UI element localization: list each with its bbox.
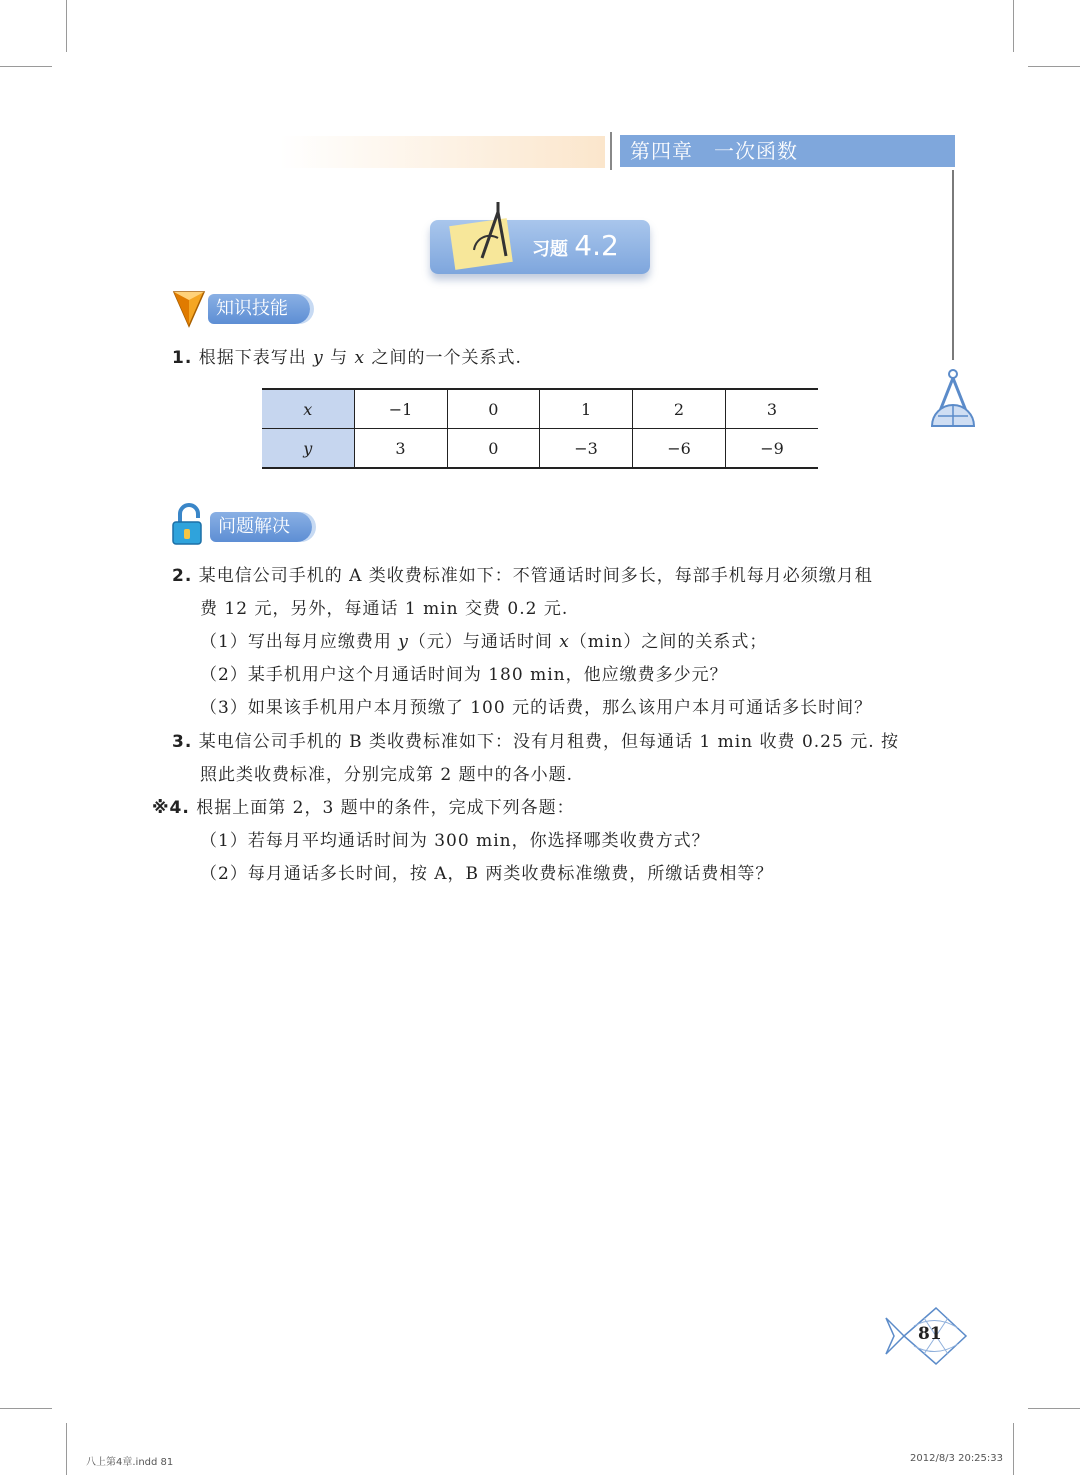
crop-mark xyxy=(66,0,67,52)
variable: y xyxy=(313,348,324,368)
padlock-icon xyxy=(170,502,208,546)
table-cell: 3 xyxy=(726,389,819,429)
question-4-part-2: （2）每月通话多长时间，按 A，B 两类收费标准缴费，所缴话费相等？ xyxy=(200,864,774,884)
question-2 xyxy=(172,564,873,588)
question-number: ※4. xyxy=(152,798,190,818)
question-4 xyxy=(152,796,575,820)
question-text: （元）与通话时间 xyxy=(408,632,560,652)
crop-mark xyxy=(1013,0,1014,52)
variable: x xyxy=(559,632,570,652)
exercise-title xyxy=(532,226,619,270)
question-text: （1）写出每月应缴费用 xyxy=(200,632,399,652)
crop-mark xyxy=(1013,1423,1014,1475)
question-text: 某电信公司手机的 A 类收费标准如下：不管通话时间多长，每部手机每月必须缴月租 xyxy=(198,566,873,586)
question-2-cont: 费 12 元，另外，每通话 1 min 交费 0.2 元. xyxy=(200,599,569,619)
table-cell: 0 xyxy=(447,389,540,429)
compass-icon xyxy=(468,200,514,264)
data-table xyxy=(262,388,818,469)
header-gradient xyxy=(280,136,605,168)
table-cell: −1 xyxy=(354,389,447,429)
table-cell: 2 xyxy=(633,389,726,429)
section-badge-knowledge: 知识技能 xyxy=(208,294,310,324)
crop-mark xyxy=(66,1423,67,1475)
question-text: 根据下表写出 xyxy=(198,348,314,368)
question-text: 根据上面第 2，3 题中的条件，完成下列各题： xyxy=(196,798,575,818)
crop-mark xyxy=(1028,1408,1080,1409)
crop-mark xyxy=(0,66,52,67)
question-text: 某电信公司手机的 B 类收费标准如下：没有月租费，但每通话 1 min 收费 0.25 元. 按 xyxy=(198,732,900,752)
variable: y xyxy=(398,632,409,652)
table-row xyxy=(262,429,818,469)
question-2-part-1 xyxy=(200,630,767,654)
question-text: （min）之间的关系式； xyxy=(569,632,768,652)
question-3 xyxy=(172,730,899,754)
crop-mark xyxy=(1028,66,1080,67)
question-number: 1. xyxy=(172,348,193,368)
side-rule xyxy=(952,170,954,360)
table-cell: −6 xyxy=(633,429,726,469)
footer-timestamp: 2012/8/3 20:25:33 xyxy=(910,1453,1004,1464)
question-text: 与 xyxy=(323,348,355,368)
question-number: 2. xyxy=(172,566,193,586)
question-2-part-3: （3）如果该手机用户本月预缴了 100 元的话费，那么该用户本月可通话多长时间？ xyxy=(200,698,873,718)
question-1 xyxy=(172,346,522,370)
question-2-part-2: （2）某手机用户这个月通话时间为 180 min，他应缴费多少元？ xyxy=(200,665,728,685)
section-badge-problem: 问题解决 xyxy=(210,512,312,542)
chapter-header: 第四章 一次函数 xyxy=(620,135,955,167)
pyramid-icon xyxy=(172,288,206,328)
page-number: 81 xyxy=(918,1324,942,1344)
question-3-cont: 照此类收费标准，分别完成第 2 题中的各小题. xyxy=(200,765,574,785)
table-cell: −9 xyxy=(726,429,819,469)
table-cell: 1 xyxy=(540,389,633,429)
question-text: 之间的一个关系式. xyxy=(365,348,522,368)
question-4-part-1: （1）若每月平均通话时间为 300 min，你选择哪类收费方式？ xyxy=(200,831,710,851)
exercise-number: 4.2 xyxy=(574,229,619,262)
footer-file: 八上第4章.indd 81 xyxy=(86,1457,174,1468)
header-divider xyxy=(610,132,612,170)
table-row xyxy=(262,389,818,429)
crop-mark xyxy=(0,1408,52,1409)
compass-icon xyxy=(926,366,980,432)
table-row-label: y xyxy=(262,429,354,469)
exercise-label: 习题 xyxy=(532,239,568,260)
table-row-label: x xyxy=(262,389,354,429)
question-number: 3. xyxy=(172,732,193,752)
table-cell: −3 xyxy=(540,429,633,469)
table-cell: 3 xyxy=(354,429,447,469)
variable: x xyxy=(354,348,366,368)
table-cell: 0 xyxy=(447,429,540,469)
